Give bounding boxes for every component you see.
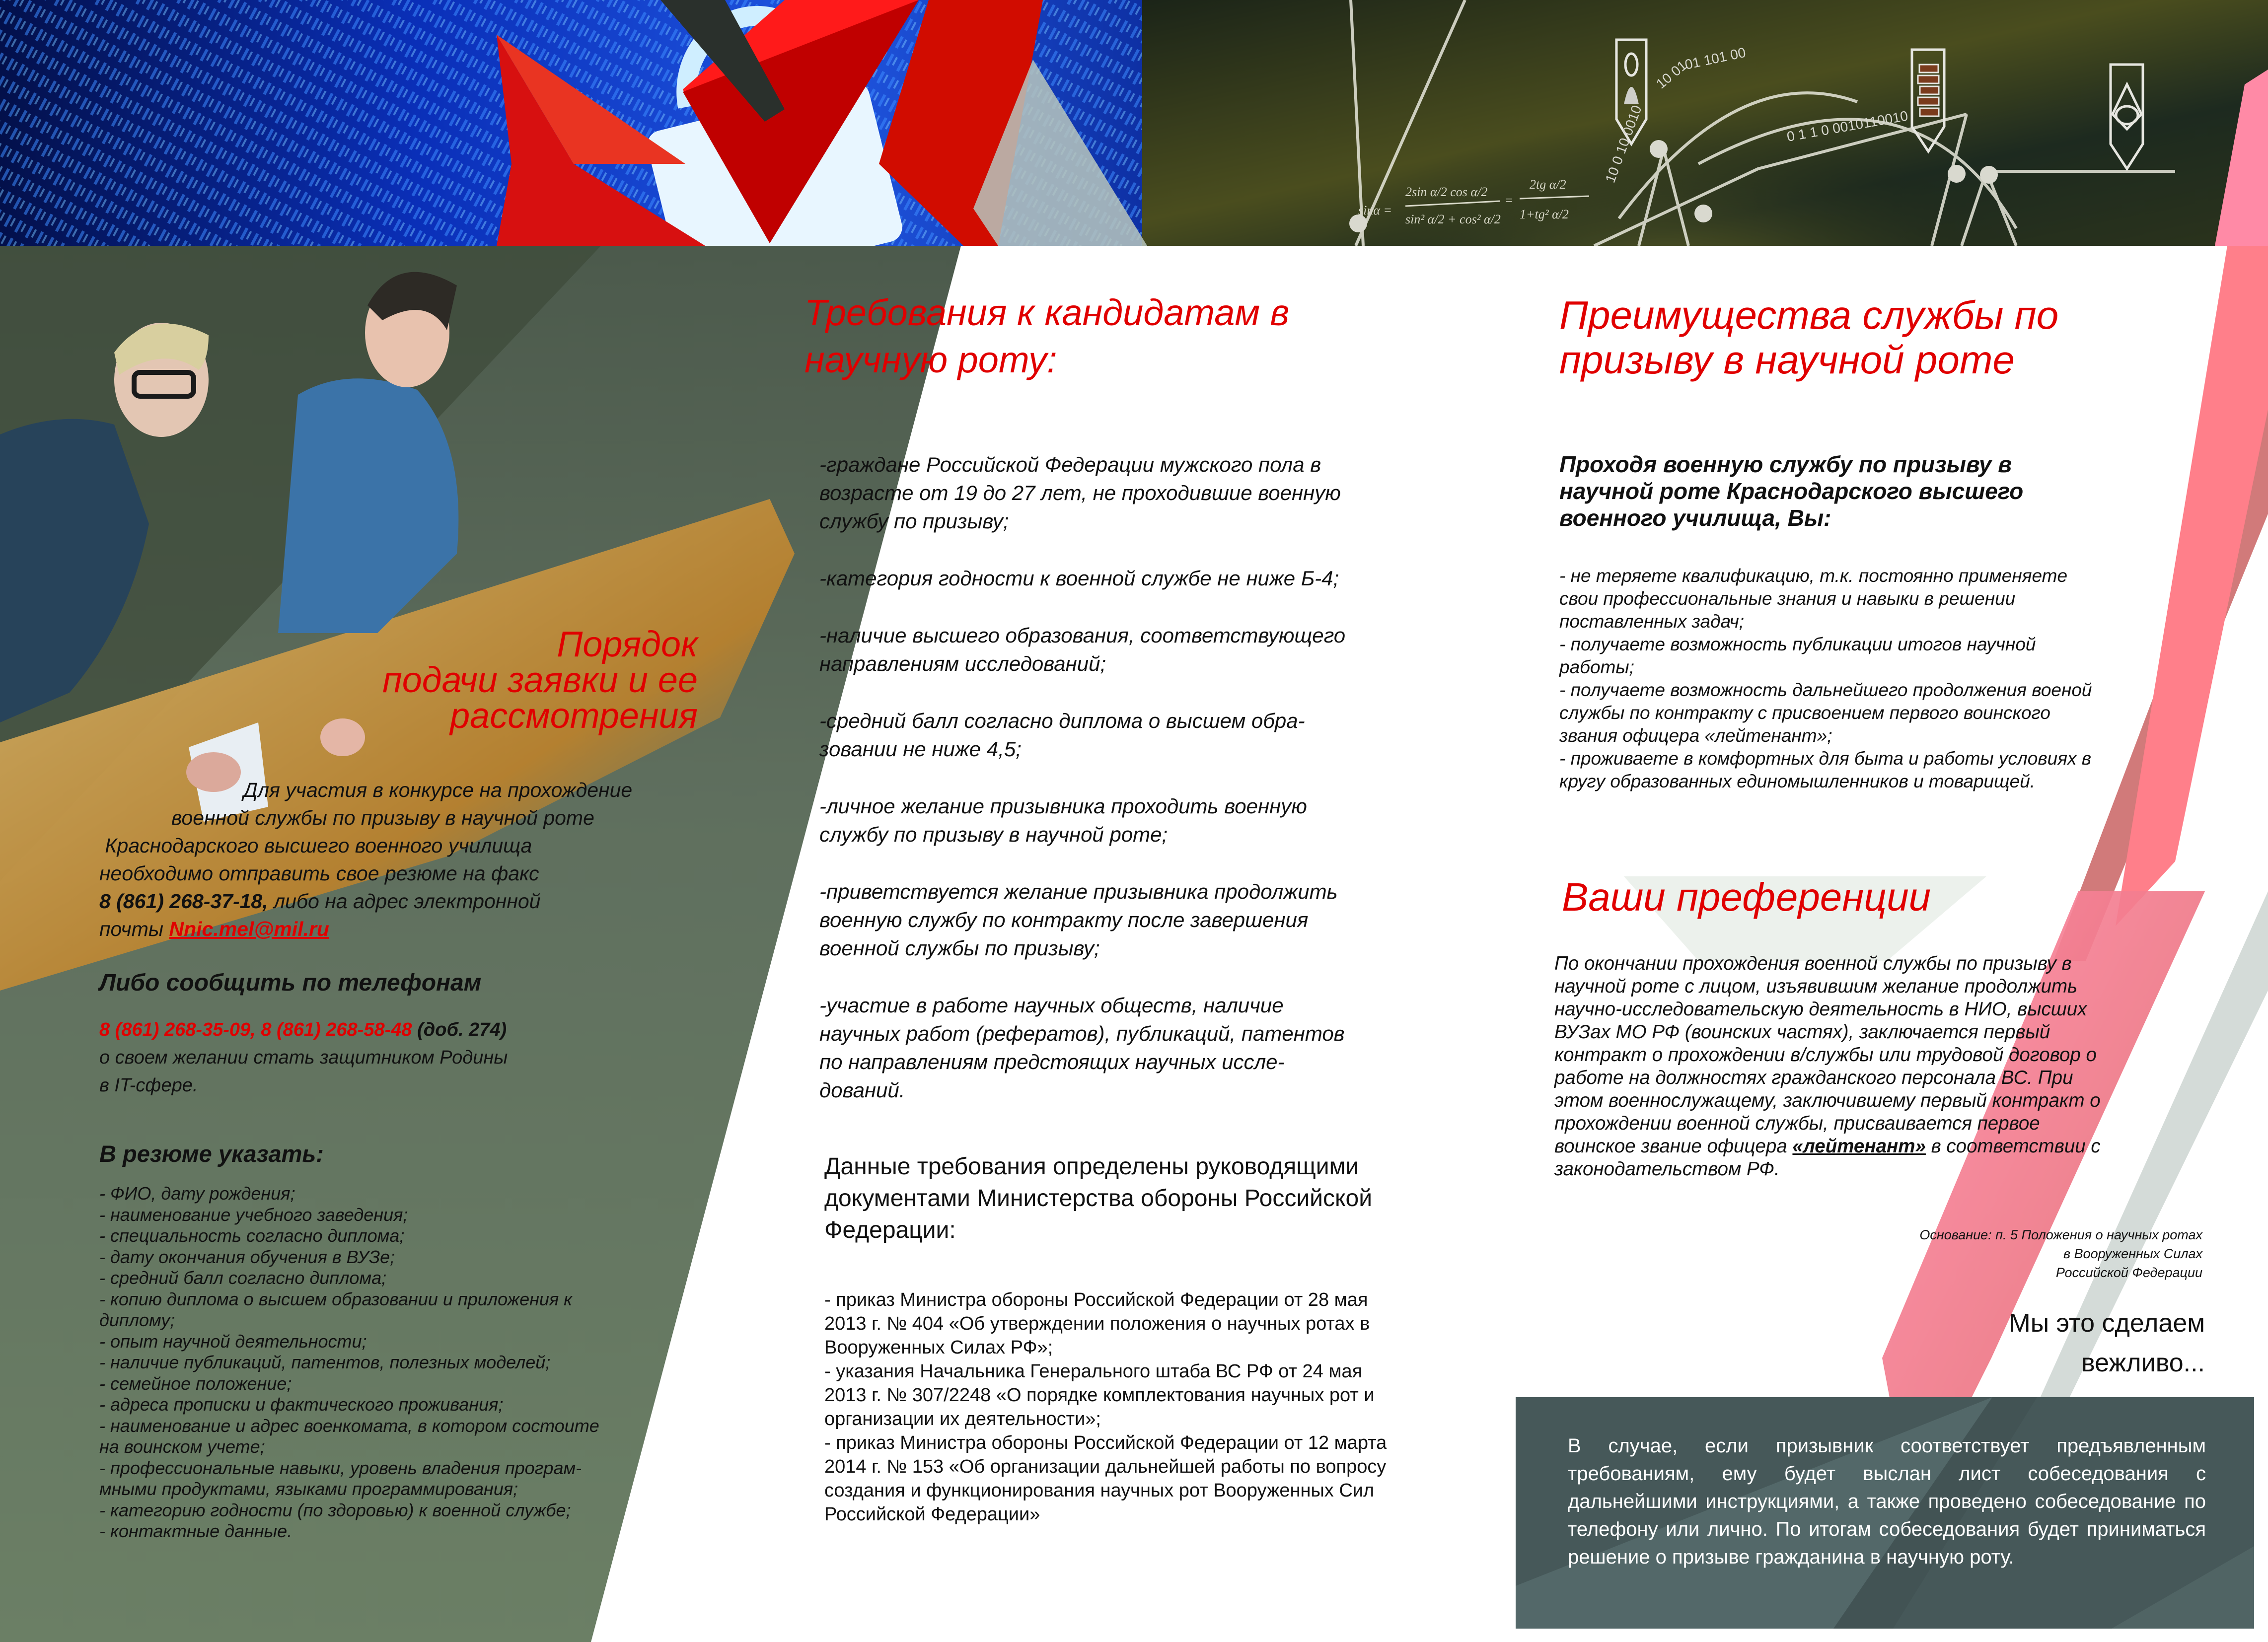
text-line: Федерации: (824, 1217, 956, 1243)
svg-text:1+tg² α/2: 1+tg² α/2 (1520, 207, 1569, 221)
text-line: поставленных задач; (1559, 611, 1745, 632)
text-line: ВУЗах МО РФ (воинских частях), заключается первый (1554, 1021, 2050, 1043)
text-line: в IT-сфере. (99, 1075, 198, 1096)
list-item: - опыт научной деятельности; (99, 1331, 367, 1352)
list-item: на воинском учете; (99, 1436, 265, 1457)
text-line: работы; (1559, 657, 1634, 677)
email-link[interactable]: Nnic.mel@mil.ru (169, 918, 329, 940)
phones-text (99, 1016, 720, 1099)
application-procedure-title (278, 627, 698, 734)
text-line: -категория годности к военной службе не ниже Б-4; (819, 567, 1339, 590)
list-item: - семейное положение; (99, 1373, 292, 1394)
text-line: военной службы по призыву в научной роте (171, 806, 594, 829)
svg-text:10 01: 10 01 (1653, 57, 1690, 92)
list-item: - ФИО, дату рождения; (99, 1183, 295, 1204)
title-line: рассмотрения (450, 696, 698, 736)
text-line: - приказ Министра обороны Российской Федерации от 28 мая (824, 1289, 1368, 1310)
text-line: научно-исследовательскую деятельность в НИО, высших (1554, 999, 2087, 1020)
text-line: Краснодарского высшего военного училища (99, 834, 532, 857)
text-line: вежливо... (2081, 1349, 2205, 1377)
phone-extension: (доб. 274) (412, 1019, 507, 1040)
fax-suffix: либо на адрес электронной (268, 890, 541, 913)
text-line: -приветствуется желание призывника продолжить (819, 880, 1338, 903)
list-item: - наименование и адрес военкомата, в котором состоите (99, 1415, 599, 1436)
text-line: службу по призыву в научной роте; (819, 823, 1168, 846)
requirement-item (819, 792, 1495, 849)
text-line: необходимо отправить свое резюме на факс (99, 862, 539, 885)
text-line: научной роте с лицом, изъявившим желание продолжить (1554, 976, 2078, 997)
text-line: 2013 г. № 307/2248 «О порядке комплектования научных рот и (824, 1385, 1375, 1406)
requirement-item (819, 621, 1495, 678)
text-line: - приказ Министра обороны Российской Федерации от 12 марта (824, 1432, 1387, 1453)
text-line: 2013 г. № 404 «Об утверждении положения о научных ротах в (824, 1313, 1370, 1334)
text-line: Российской Федерации» (824, 1504, 1040, 1525)
interview-info-text: В случае, если призывник соответствует предъявленным требованиям, ему будет выслан лист собеседования с дальнейшими инструкциями, а также проведено собеседование по телефону или лично. По итогам собеседования будет приниматься решение о призыве гражданина в научную роту. (1568, 1435, 2206, 1568)
requirement-item (819, 991, 1495, 1104)
text-line: -средний балл согласно диплома о высшем обра- (819, 709, 1305, 732)
header-artwork (0, 0, 2268, 246)
text-line: Данные требования определены руководящими (824, 1153, 1359, 1180)
requirements-list (819, 450, 1495, 1133)
title-line: Преимущества службы по (1559, 293, 2059, 337)
text-line: Проходя военную службу по призыву в (1559, 451, 2012, 477)
text-line: 2014 г. № 153 «Об организации дальнейшей работы по вопросу (824, 1456, 1387, 1477)
text-line: работе на должностях гражданского персонала ВС. При (1554, 1067, 2073, 1088)
svg-text:0 1 1 0 0010110010: 0 1 1 0 0010110010 (1785, 108, 1909, 144)
text-line: документами Министерства обороны Российской (824, 1185, 1373, 1212)
advantages-list (1559, 565, 2245, 793)
list-item: - копию диплома о высшем образовании и приложения к (99, 1288, 573, 1309)
text-line: -граждане Российской Федерации мужского пола в (819, 453, 1321, 476)
application-procedure-text (99, 776, 705, 943)
text-line: военной службы по призыву; (819, 936, 1100, 960)
text-line: прохождении военной службы, присваивается первое (1554, 1113, 2040, 1134)
svg-text:2tg α/2: 2tg α/2 (1530, 177, 1566, 192)
text-line: Мы это сделаем (2009, 1309, 2205, 1338)
list-item: - категорию годности (по здоровью) к военной службе; (99, 1499, 571, 1520)
list-item: - адреса прописки и фактического проживания; (99, 1394, 504, 1415)
text-line: военную службу по контракту после завершения (819, 908, 1309, 931)
interview-info-box (1516, 1397, 2254, 1629)
title-line: научную роту: (805, 339, 1057, 380)
text-line: военного училища, Вы: (1559, 505, 1831, 531)
requirement-item (819, 707, 1495, 763)
advantages-intro (1559, 451, 2230, 531)
text-line: Для участия в конкурсе на прохождение (243, 779, 633, 801)
documents-list (824, 1288, 1470, 1526)
text-line: зовании не ниже 4,5; (819, 737, 1022, 761)
slogan (1887, 1303, 2205, 1383)
title-line: Требования к кандидатам в (805, 292, 1290, 333)
list-item: - наличие публикаций, патентов, полезных моделей; (99, 1352, 551, 1372)
list-item: - специальность согласно диплома; (99, 1225, 405, 1246)
text-line: законодательством РФ. (1554, 1158, 1780, 1180)
phone-numbers[interactable]: 8 (861) 268-35-09, 8 (861) 268-58-48 (99, 1019, 412, 1040)
text-line: научных работ (рефератов), публикаций, патентов (819, 1022, 1345, 1045)
text-line: возрасте от 19 до 27 лет, не проходившие военную (819, 481, 1341, 504)
text-line: -участие в работе научных обществ, наличие (819, 994, 1284, 1017)
text-line: контракт о прохождении в/службы или трудовой договор о (1554, 1044, 2097, 1066)
requirements-title (805, 289, 1450, 383)
requirement-item (819, 877, 1495, 962)
list-item: - дату окончания обучения в ВУЗе; (99, 1246, 395, 1267)
advantages-title (1559, 293, 2205, 382)
svg-text:10 0 10 0010: 10 0 10 0010 (1602, 103, 1645, 185)
title-line: Порядок (557, 625, 698, 664)
text-line: По окончании прохождения военной службы по призыву в (1554, 953, 2072, 974)
text-line: Основание: п. 5 Положения о научных ротах (1919, 1227, 2202, 1242)
title-line: подачи заявки и ее (382, 660, 698, 700)
text-line: по направлениям предстоящих научных иссле- (819, 1050, 1285, 1073)
text-line: этом военнослужащему, заключившему первый контракт о (1554, 1090, 2101, 1111)
requirement-item (819, 564, 1495, 592)
title-line: призыву в научной роте (1559, 338, 2015, 382)
text-line: Вооруженных Силах РФ»; (824, 1337, 1053, 1358)
text-line: звания офицера «лейтенант»; (1559, 725, 1832, 746)
phones-heading: Либо сообщить по телефонам (99, 970, 482, 996)
list-item: - контактные данные. (99, 1521, 293, 1541)
header-banner (0, 0, 2268, 246)
text-line: Российской Федерации (2055, 1265, 2202, 1280)
text-line: - получаете возможность публикации итогов научной (1559, 634, 2036, 654)
svg-text:2sin α/2 cos α/2: 2sin α/2 cos α/2 (1405, 185, 1488, 199)
text-line: - не теряете квалификацию, т.к. постоянно применяете (1559, 566, 2068, 586)
preferences-title: Ваши преференции (1562, 875, 1931, 919)
list-item: диплому; (99, 1310, 175, 1330)
text-line: - получаете возможность дальнейшего продолжения военой (1559, 680, 2092, 700)
text-line: организации их деятельности»; (824, 1409, 1101, 1429)
text-line: научной роте Краснодарского высшего (1559, 478, 2024, 504)
resume-heading: В резюме указать: (99, 1141, 324, 1167)
svg-text:=: = (1505, 193, 1514, 208)
preferences-text (1554, 952, 2250, 1181)
list-item: - средний балл согласно диплома; (99, 1268, 387, 1288)
requirement-item (819, 450, 1495, 535)
list-item: мными продуктами, языками программирования; (99, 1479, 518, 1499)
text-line: -наличие высшего образования, соответствующего (819, 624, 1346, 647)
text-line: кругу образованных единомышленников и товарищей. (1559, 771, 2036, 791)
text-line: создания и функционирования научных рот Вооруженных Сил (824, 1480, 1375, 1501)
rank-lieutenant: «лейтенант» (1792, 1136, 1926, 1157)
text-line: -личное желание призывника проходить военную (819, 794, 1307, 818)
text-line: в Вооруженных Силах (2063, 1246, 2202, 1261)
legal-basis-note (1614, 1225, 2202, 1282)
text-line: - проживаете в комфортных для быта и работы условиях в (1559, 748, 2092, 769)
text-line: - указания Начальника Генерального штаба ВС РФ от 24 мая (824, 1361, 1363, 1382)
svg-text:sinα =: sinα = (1358, 203, 1392, 217)
email-prefix: почты (99, 918, 169, 940)
text-line: службы по контракту с присвоением первого воинского (1559, 703, 2050, 723)
documents-intro (824, 1151, 1470, 1246)
fax-number: 8 (861) 268-37-18, (99, 890, 268, 913)
svg-text:01 101 00: 01 101 00 (1683, 44, 1748, 72)
list-item: - наименование учебного заведения; (99, 1204, 408, 1225)
text-line: направлениям исследований; (819, 652, 1106, 675)
list-item: - профессиональные навыки, уровень владения програм- (99, 1457, 582, 1478)
text-line: дований. (819, 1078, 905, 1102)
svg-text:sin² α/2 + cos² α/2: sin² α/2 + cos² α/2 (1405, 212, 1501, 226)
text-line: свои профессиональные знания и навыки в решении (1559, 588, 2016, 609)
text-line: службу по призыву; (819, 509, 1009, 533)
text-fragment: в соответствии с (1925, 1136, 2101, 1157)
text-fragment: воинское звание офицера (1554, 1136, 1793, 1157)
resume-list (99, 1183, 745, 1542)
text-line: о своем желании стать защитником Родины (99, 1047, 508, 1068)
